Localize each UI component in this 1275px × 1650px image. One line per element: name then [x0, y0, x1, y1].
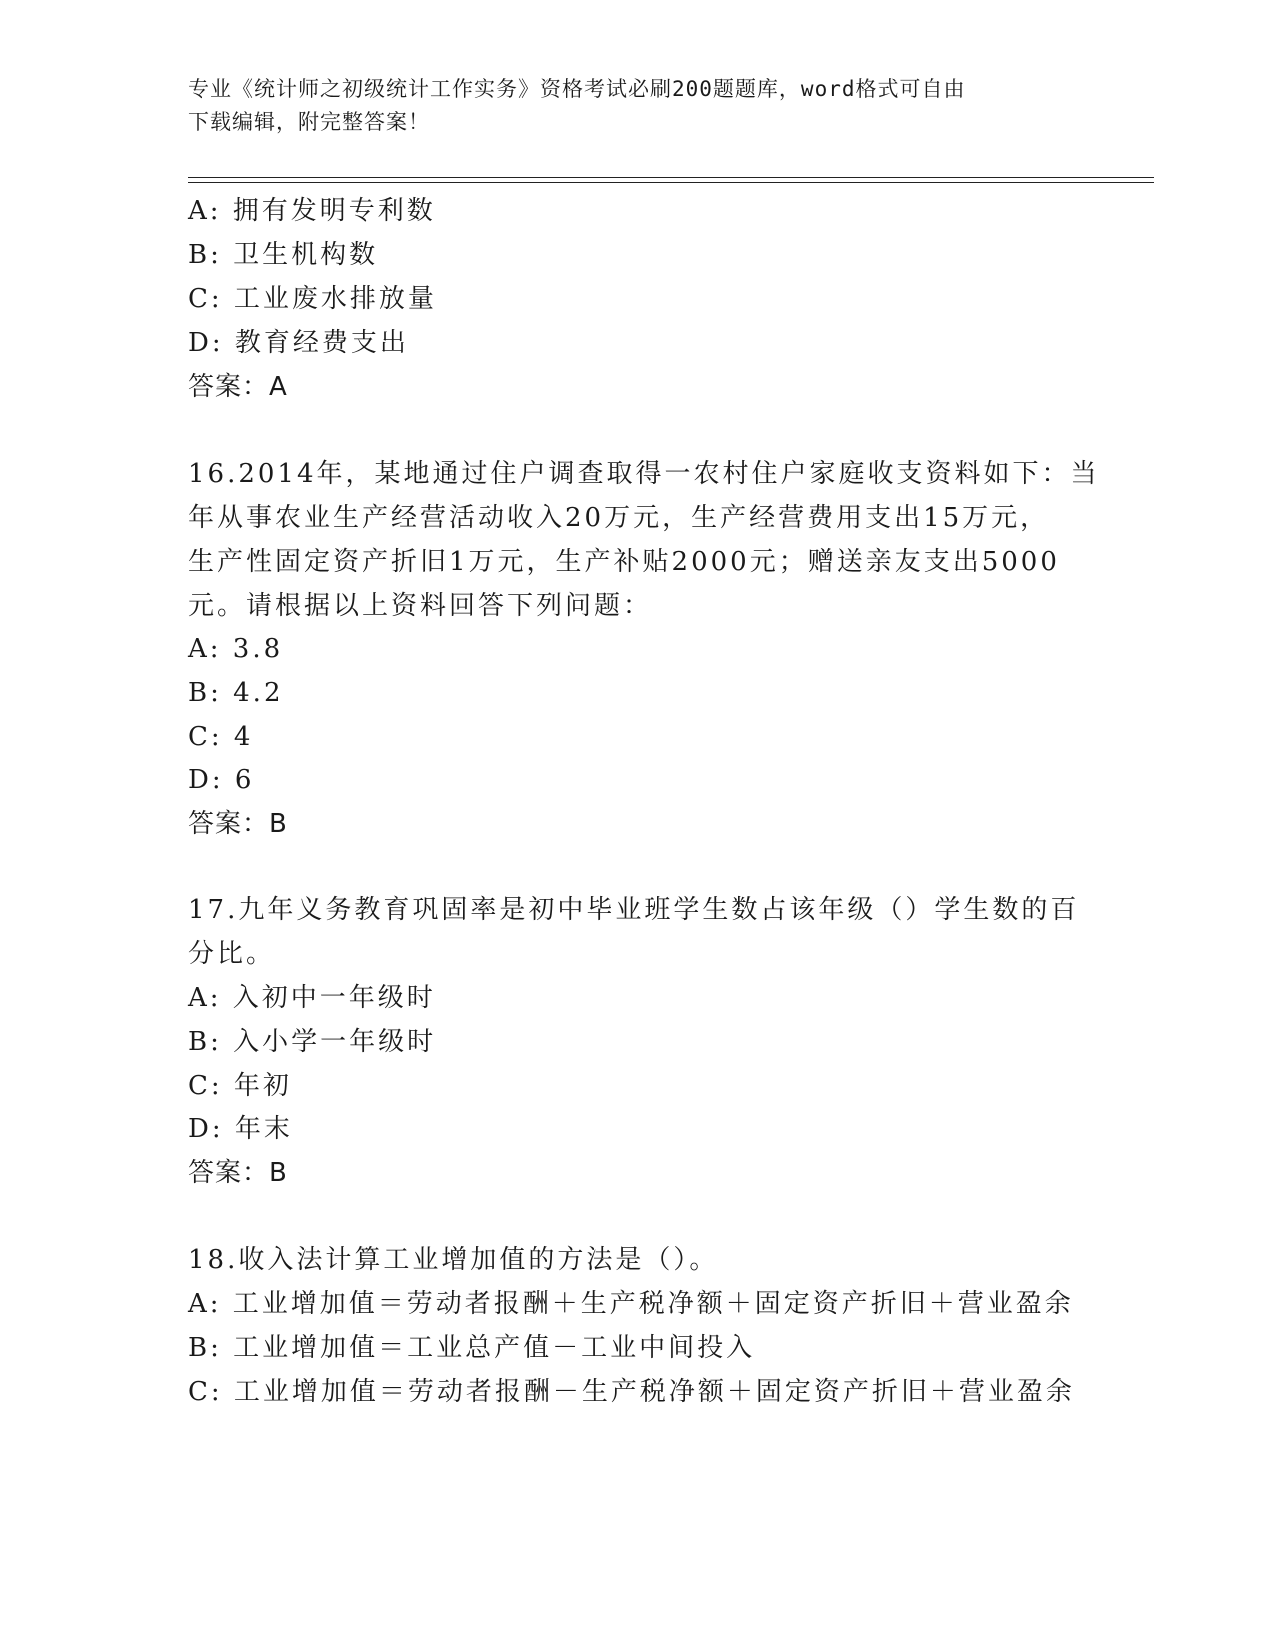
q16-option-a: A: 3.8 — [188, 634, 284, 664]
q17-stem-line-2: 分比。 — [188, 939, 276, 969]
q18-option-c: C: 工业增加值＝劳动者报酬－生产税净额＋固定资产折旧＋营业盈余 — [188, 1377, 1075, 1407]
q18-option-b: B: 工业增加值＝工业总产值－工业中间投入 — [188, 1333, 756, 1363]
q15-option-a: A: 拥有发明专利数 — [188, 196, 436, 226]
q15-option-b: B: 卫生机构数 — [188, 240, 379, 270]
q17-stem-line-1: 17.九年义务教育巩固率是初中毕业班学生数占该年级（）学生数的百 — [188, 895, 1080, 925]
q18-option-a: A: 工业增加值＝劳动者报酬＋生产税净额＋固定资产折旧＋营业盈余 — [188, 1289, 1074, 1319]
q16-option-d: D: 6 — [188, 765, 255, 795]
header-divider-bottom — [188, 182, 1154, 183]
q16-stem-line-3: 生产性固定资产折旧1万元，生产补贴2000元；赠送亲友支出5000 — [188, 547, 1060, 577]
document-header — [188, 73, 1088, 139]
q18-stem-line-1: 18.收入法计算工业增加值的方法是（）。 — [188, 1245, 719, 1275]
q16-stem-line-1: 16.2014年，某地通过住户调查取得一农村住户家庭收支资料如下：当 — [188, 459, 1100, 489]
q17-answer: 答案：B — [188, 1158, 288, 1188]
q17-option-b: B: 入小学一年级时 — [188, 1027, 437, 1057]
q15-answer: 答案：A — [188, 372, 288, 402]
q15-option-d: D: 教育经费支出 — [188, 328, 409, 358]
header-divider-top — [188, 177, 1154, 178]
header-line-2: 下载编辑，附完整答案！ — [188, 110, 430, 134]
q16-stem-line-4: 元。请根据以上资料回答下列问题： — [188, 591, 653, 621]
q17-option-d: D: 年末 — [188, 1114, 293, 1144]
q17-option-c: C: 年初 — [188, 1071, 292, 1101]
q16-option-b: B: 4.2 — [188, 678, 284, 708]
q16-answer: 答案：B — [188, 809, 288, 839]
header-line-1: 专业《统计师之初级统计工作实务》资格考试必刷200题题库，word格式可自由 — [188, 77, 966, 101]
q16-stem-line-2: 年从事农业生产经营活动收入20万元，生产经营费用支出15万元， — [188, 503, 1050, 533]
q16-option-c: C: 4 — [188, 722, 254, 752]
q15-option-c: C: 工业废水排放量 — [188, 284, 437, 314]
q17-option-a: A: 入初中一年级时 — [188, 983, 436, 1013]
